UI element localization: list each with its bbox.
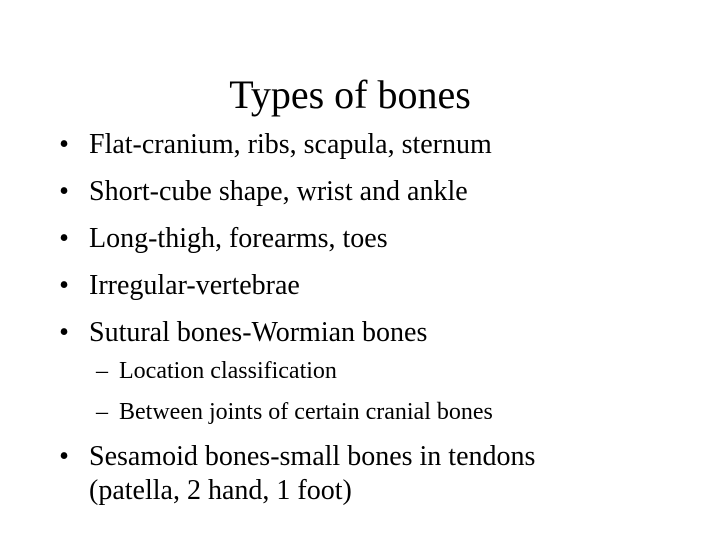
bullet-text-line-2: (patella, 2 hand, 1 foot) [89, 475, 352, 506]
bullet-dot-icon: • [59, 441, 69, 472]
bullet-item [0, 269, 720, 303]
bullet-dot-icon: • [59, 223, 69, 254]
bullet-list [0, 128, 720, 363]
bullet-dot-icon: • [59, 129, 69, 160]
bullet-text: Sutural bones-Wormian bones [89, 317, 428, 348]
bullet-item [0, 175, 720, 209]
bullet-dot-icon: • [59, 270, 69, 301]
bullet-text: Short-cube shape, wrist and ankle [89, 176, 468, 207]
sub-bullet-item [0, 356, 720, 386]
bullet-text: Long-thigh, forearms, toes [89, 223, 388, 254]
bullet-dot-icon: • [59, 317, 69, 348]
bullet-dot-icon: • [59, 176, 69, 207]
bullet-item [0, 128, 720, 162]
sub-bullet-item [0, 397, 720, 427]
dash-icon: – [96, 399, 108, 425]
slide-title: Types of bones [229, 72, 471, 117]
bullet-text-line-1: Sesamoid bones-small bones in tendons [89, 441, 536, 472]
bullet-item [0, 222, 720, 256]
bullet-item [0, 316, 720, 350]
final-bullet-list [0, 440, 720, 508]
dash-icon: – [96, 358, 108, 384]
sub-bullet-text: Location classification [119, 358, 337, 384]
bullet-item [0, 440, 720, 508]
sub-bullet-text: Between joints of certain cranial bones [119, 399, 493, 425]
bullet-text: Irregular-vertebrae [89, 270, 300, 301]
sub-bullet-list [0, 356, 720, 438]
bullet-text: Flat-cranium, ribs, scapula, sternum [89, 129, 492, 160]
